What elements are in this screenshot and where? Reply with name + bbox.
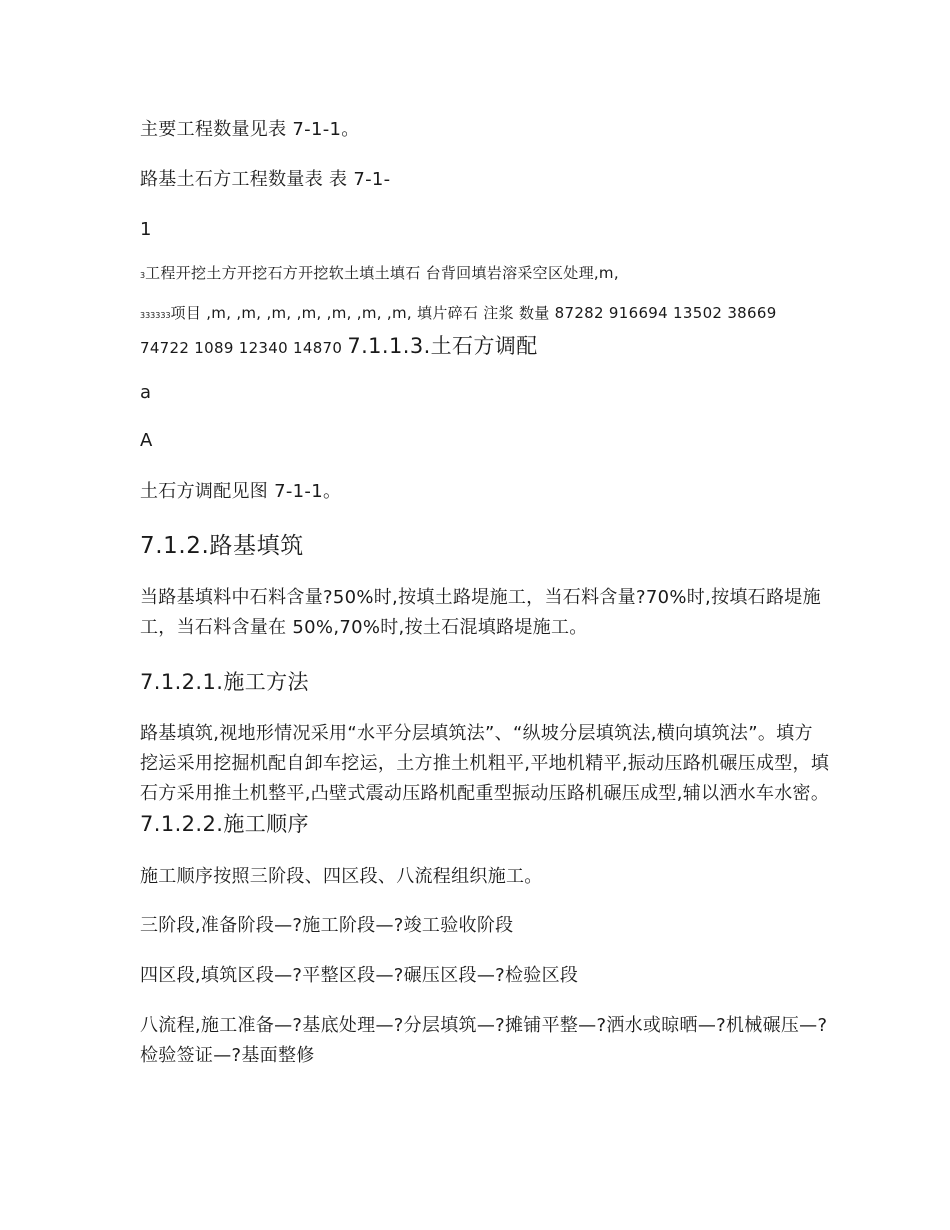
- paragraph-three-stages: 三阶段,准备阶段—?施工阶段—?竣工验收阶段: [140, 915, 514, 936]
- paragraph-fill-criteria: 当路基填料中石料含量?50%时,按填土路堤施工，当石料含量?70%时,按填石路堤施工，当石料含量在 50%,70%时,按土石混填路堤施工。: [140, 587, 821, 638]
- table-caption: 路基土石方工程数量表 表 7-1-: [140, 169, 391, 190]
- table-header-row: [140, 258, 619, 291]
- document-page: [140, 0, 830, 1230]
- figure-label-a: a: [140, 382, 152, 403]
- paragraph-eight-flows: 八流程,施工准备—?基底处理—?分层填筑—?摊铺平整—?洒水或晾晒—?机械碾压—?检验签证—?基面整修: [140, 1015, 828, 1066]
- paragraph-quantity-ref: 主要工程数量见表 7-1-1。: [140, 119, 360, 140]
- paragraph-sequence-intro: 施工顺序按照三阶段、四区段、八流程组织施工。: [140, 866, 543, 887]
- superscript-units: 333333: [140, 311, 171, 320]
- table-data-text: 项目 ,m, ,m, ,m, ,m, ,m, ,m, ,m, 填片碎石 注浆 数量 87282 916694 13502 38669 74722 1089 12340 14870: [140, 304, 777, 357]
- table-data-row: [140, 298, 830, 363]
- paragraph-earthwork-ref: 土石方调配见图 7-1-1。: [140, 481, 342, 502]
- heading-7113: 7.1.1.3.土石方调配: [347, 334, 538, 358]
- construction-method-text: 路基填筑,视地形情况采用“水平分层填筑法”、“纵坡分层填筑法,横向填筑法”。填方挖运采用挖掘机配自卸车挖运，土方推土机粗平,平地机精平,振动压路机碾压成型，填石方采用推土机整平,凸壁式震动压路机配重型振动压路机碾压成型,辅以洒水车水密。: [140, 723, 830, 804]
- paragraph-four-zones: 四区段,填筑区段—?平整区段—?碾压区段—?检验区段: [140, 965, 579, 986]
- heading-7122: 7.1.2.2.施工顺序: [140, 812, 309, 836]
- table-number-continuation: 1: [140, 219, 152, 240]
- paragraph-construction-method: [140, 719, 830, 841]
- table-header-text: 工程开挖土方开挖石方开挖软土填土填石 台背回填岩溶采空区处理,m,: [145, 264, 619, 282]
- figure-label-A: A: [140, 430, 153, 451]
- heading-712: 7.1.2.路基填筑: [140, 533, 304, 559]
- superscript-unit: 3: [140, 271, 146, 280]
- heading-7121: 7.1.2.1.施工方法: [140, 670, 309, 694]
